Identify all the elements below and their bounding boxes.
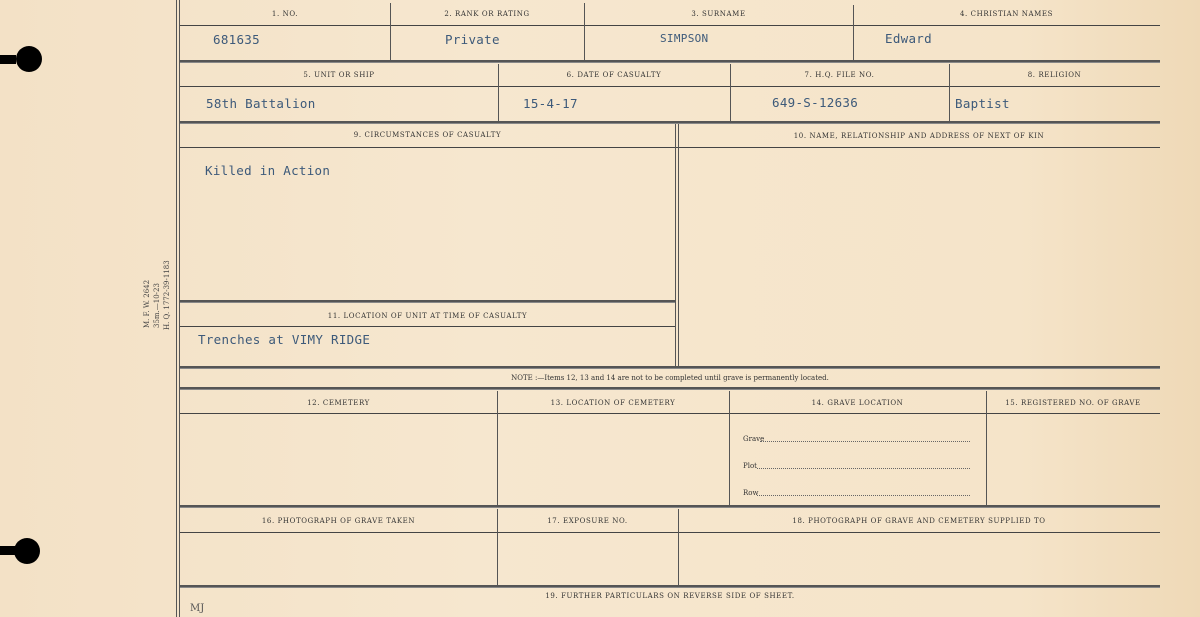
location-value[interactable]: Trenches at VIMY RIDGE <box>198 332 371 347</box>
divider <box>180 121 1160 124</box>
unit-label: 5. UNIT OR SHIP <box>303 71 375 79</box>
form-code-2: 35m.—10-23 <box>153 283 161 328</box>
cemetery-label: 12. CEMETERY <box>307 399 370 407</box>
divider <box>180 505 1160 508</box>
divider <box>180 25 1160 26</box>
divider <box>180 366 1160 369</box>
file-no-value[interactable]: 649-S-12636 <box>772 95 859 110</box>
date-label: 6. DATE OF CASUALTY <box>566 71 662 79</box>
form-code-3: H. Q. 1772-39-1183 <box>163 260 171 330</box>
divider <box>180 585 1160 588</box>
col-divider <box>678 124 679 366</box>
col-divider <box>729 391 730 505</box>
circumstances-value[interactable]: Killed in Action <box>205 163 331 178</box>
religion-label: 8. RELIGION <box>1027 71 1082 79</box>
photo-taken-label: 16. PHOTOGRAPH OF GRAVE TAKEN <box>261 517 416 525</box>
religion-value[interactable]: Baptist <box>955 96 1010 111</box>
binder-hole-bottom <box>14 538 40 564</box>
clerk-initials: MJ <box>190 603 205 614</box>
divider <box>180 60 1160 63</box>
no-label: 1. NO. <box>271 10 299 18</box>
row-field[interactable] <box>757 495 970 496</box>
registered-no-label: 15. REGISTERED NO. OF GRAVE <box>1005 399 1141 407</box>
col-divider <box>497 391 498 505</box>
col-divider <box>675 124 676 366</box>
christian-names-value[interactable]: Edward <box>885 31 932 46</box>
rank-label: 2. RANK OR RATING <box>444 10 530 18</box>
margin-line <box>176 0 177 617</box>
divider <box>180 300 675 303</box>
col-divider <box>986 391 987 505</box>
note-text: NOTE :—Items 12, 13 and 14 are not to be completed until grave is permanently located. <box>511 374 829 382</box>
row-field-label: Row <box>743 489 759 497</box>
divider <box>180 86 1160 87</box>
plot-field[interactable] <box>757 468 970 469</box>
grave-location-label: 14. GRAVE LOCATION <box>811 399 904 407</box>
cemetery-location-label: 13. LOCATION OF CEMETERY <box>550 399 676 407</box>
form-code-1: M. F. W. 2642 <box>143 279 151 328</box>
date-value[interactable]: 15-4-17 <box>523 96 578 111</box>
unit-value[interactable]: 58th Battalion <box>206 96 316 111</box>
divider <box>180 413 1160 414</box>
divider <box>180 387 1160 390</box>
christian-names-label: 4. CHRISTIAN NAMES <box>959 10 1054 18</box>
circumstances-label: 9. CIRCUMSTANCES OF CASUALTY <box>353 131 502 139</box>
grave-field[interactable] <box>760 441 970 442</box>
exposure-label: 17. EXPOSURE NO. <box>547 517 628 525</box>
location-label: 11. LOCATION OF UNIT AT TIME OF CASUALTY <box>327 312 528 320</box>
binder-hole-top <box>16 46 42 72</box>
photo-supplied-label: 18. PHOTOGRAPH OF GRAVE AND CEMETERY SUPPLIED TO <box>792 517 1046 525</box>
no-value[interactable]: 681635 <box>213 32 260 47</box>
plot-field-label: Plot <box>743 462 757 470</box>
next-of-kin-label: 10. NAME, RELATIONSHIP AND ADDRESS OF NEXT OF KIN <box>793 132 1045 140</box>
grave-field-label: Grave <box>743 435 765 443</box>
surname-value[interactable]: SIMPSON <box>660 32 709 45</box>
binder-hole-bar-top <box>0 55 16 64</box>
rank-value[interactable]: Private <box>445 32 500 47</box>
footer-text: 19. FURTHER PARTICULARS ON REVERSE SIDE OF SHEET. <box>545 592 795 600</box>
divider <box>180 147 1160 148</box>
divider <box>180 326 675 327</box>
surname-label: 3. SURNAME <box>691 10 746 18</box>
file-no-label: 7. H.Q. FILE NO. <box>804 71 875 79</box>
divider <box>180 532 1160 533</box>
